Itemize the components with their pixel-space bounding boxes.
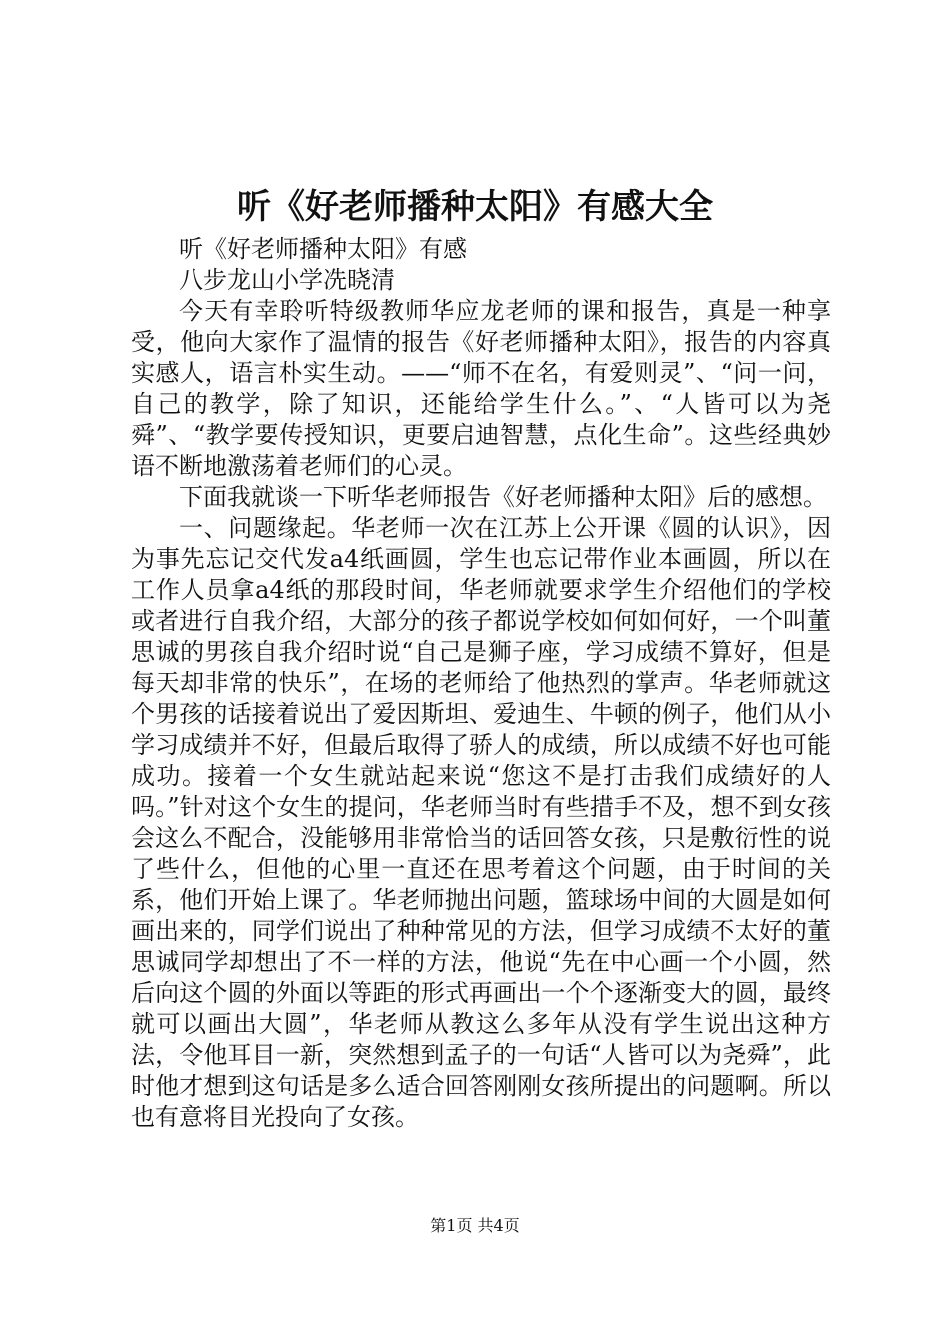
subtitle-paragraph: 听《好老师播种太阳》有感 [179,235,467,263]
document-title: 听《好老师播种太阳》有感大全 [237,187,713,227]
body-paragraph: 今天有幸聆听特级教师华应龙老师的课和报告，真是一种享受，他向大家作了温情的报告《好老师播种太阳》，报告的内容真实感人，语言朴实生动。——“师不在名，有爱则灵”、“问一问，自己的教学，除了知识，还能给学生什么。”、“人皆可以为尧舜”、“教学要传授知识，更要启迪智慧，点化生命”。这些经典妙语不断地激荡着老师们的心灵。 [131,297,831,480]
document-body [131,234,831,1133]
body-paragraph: 一、问题缘起。华老师一次在江苏上公开课《圆的认识》，因为事先忘记交代发a4纸画圆，学生也忘记带作业本画圆，所以在工作人员拿a4纸的那段时间，华老师就要求学生介绍他们的学校或者进行自我介绍，大部分的孩子都说学校如何如何好，一个叫董思诚的男孩自我介绍时说“自己是狮子座，学习成绩不算好，但是每天却非常的快乐”，在场的老师给了他热烈的掌声。华老师就这个男孩的话接着说出了爱因斯坦、爱迪生、牛顿的例子，他们从小学习成绩并不好，但最后取得了骄人的成绩，所以成绩不好也可能成功。接着一个女生就站起来说“您这不是打击我们成绩好的人吗。”针对这个女生的提问，华老师当时有些措手不及，想不到女孩会这么不配合，没能够用非常恰当的话回答女孩，只是敷衍性的说了些什么，但他的心里一直还在思考着这个问题，由于时间的关系，他们开始上课了。华老师抛出问题，篮球场中间的大圆是如何画出来的，同学们说出了种种常见的方法，但学习成绩不太好的董思诚同学却想出了不一样的方法，他说“先在中心画一个小圆，然后向这个圆的外面以等距的形式再画出一个个逐渐变大的圆，最终就可以画出大圆”，华老师从教这么多年从没有学生说出这种方法，令他耳目一新，突然想到孟子的一句话“人皆可以为尧舜”，此时他才想到这句话是多么适合回答刚刚女孩所提出的问题啊。所以也有意将目光投向了女孩。 [131,514,831,1131]
body-paragraph: 下面我就谈一下听华老师报告《好老师播种太阳》后的感想。 [179,483,827,511]
author-line: 八步龙山小学冼晓清 [179,266,395,294]
page-number-footer: 第1页 共4页 [430,1216,520,1235]
